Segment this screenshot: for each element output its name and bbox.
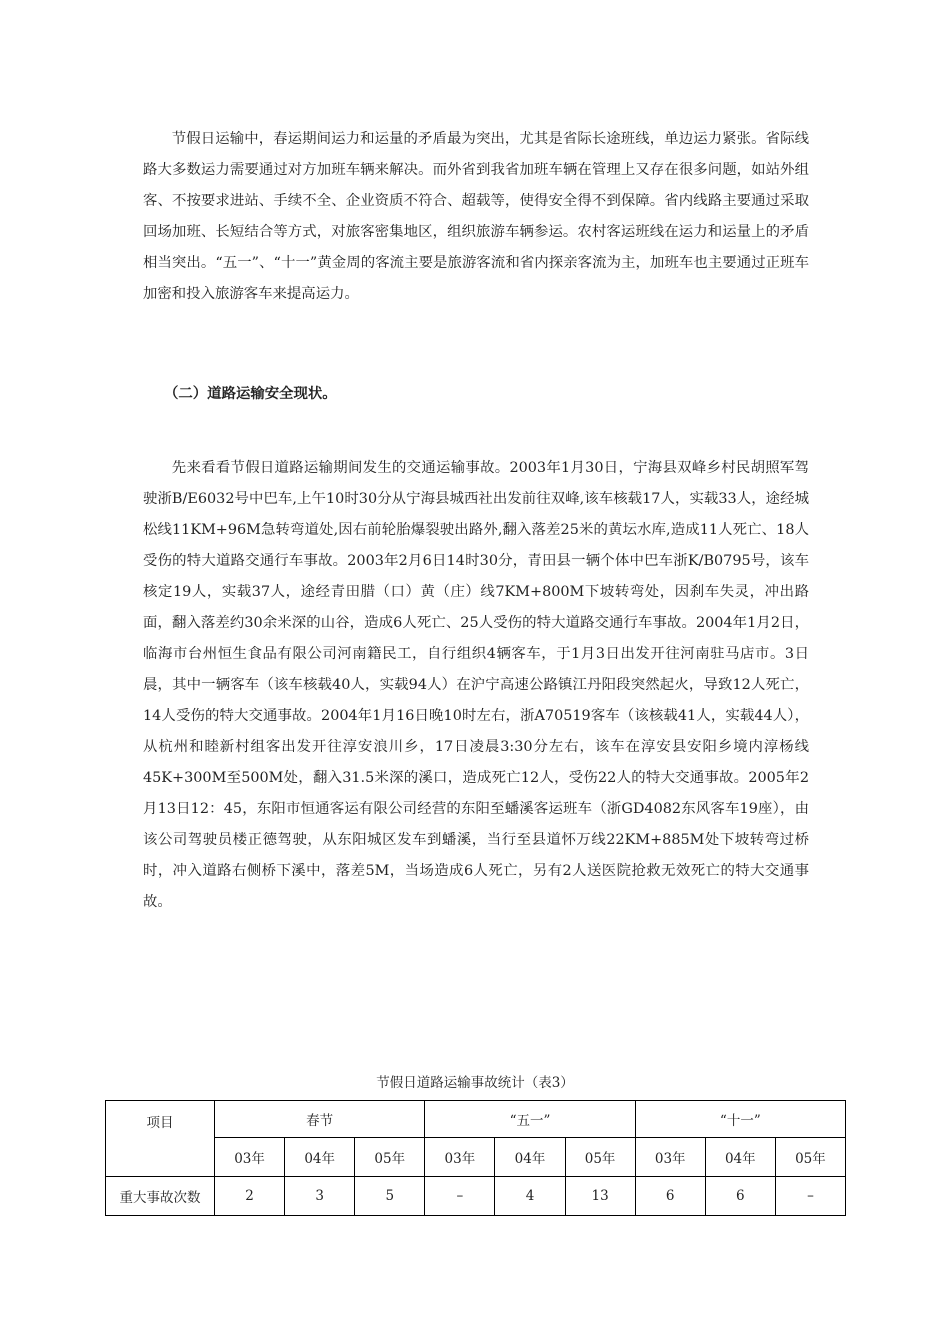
year-cell: 05年: [775, 1138, 845, 1177]
table-row: [106, 1177, 846, 1216]
section-heading: （二）道路运输安全现状。: [164, 385, 337, 402]
value-cell: 13: [565, 1177, 635, 1216]
group-header-national-day: “十一”: [635, 1101, 845, 1138]
year-cell: 04年: [285, 1138, 355, 1177]
year-cell: 03年: [425, 1138, 495, 1177]
value-cell: 5: [355, 1177, 425, 1216]
table-year-row: [106, 1138, 846, 1177]
year-cell: 04年: [495, 1138, 565, 1177]
value-cell: –: [775, 1177, 845, 1216]
item-header-cell: 项目: [106, 1101, 215, 1177]
group-header-may-day: “五一”: [425, 1101, 635, 1138]
table-caption: 节假日道路运输事故统计（表3）: [376, 1075, 574, 1091]
year-cell: 05年: [355, 1138, 425, 1177]
value-cell: 6: [705, 1177, 775, 1216]
value-cell: –: [425, 1177, 495, 1216]
year-cell: 03年: [635, 1138, 705, 1177]
year-cell: 04年: [705, 1138, 775, 1177]
row-label: 重大事故次数: [106, 1177, 215, 1216]
group-header-spring: 春节: [215, 1101, 425, 1138]
table-header-row: [106, 1101, 846, 1138]
value-cell: 2: [215, 1177, 285, 1216]
value-cell: 3: [285, 1177, 355, 1216]
year-cell: 05年: [565, 1138, 635, 1177]
year-cell: 03年: [215, 1138, 285, 1177]
value-cell: 6: [635, 1177, 705, 1216]
paragraph-spring-transport: 节假日运输中，春运期间运力和运量的矛盾最为突出，尤其是省际长途班线，单边运力紧张。省际线路大多数运力需要通过对方加班车辆来解决。而外省到我省加班车辆在管理上又存在很多问题，如站外组客、不按要求进站、手续不全、企业资质不符合、超载等，使得安全得不到保障。省内线路主要通过采取回场加班、长短结合等方式，对旅客密集地区，组织旅游车辆参运。农村客运班线在运力和运量上的矛盾相当突出。“五一”、“十一”黄金周的客流主要是旅游客流和省内探亲客流为主，加班车也主要通过正班车加密和投入旅游客车来提高运力。: [143, 131, 809, 302]
accident-statistics-table: [105, 1100, 846, 1216]
value-cell: 4: [495, 1177, 565, 1216]
paragraph-accidents: 先来看看节假日道路运输期间发生的交通运输事故。2003年1月30日，宁海县双峰乡村民胡照军驾驶浙B/E6032号中巴车,上午10时30分从宁海县城西社出发前往双峰,该车核载17人，实载33人，途经城松线11KM+96M急转弯道处,因右前轮胎爆裂驶出路外,翻入落差25米的黄坛水库,造成11人死亡、18人受伤的特大道路交通行车事故。2003年2月6日14时30分，青田县一辆个体中巴车浙K/B0795号，该车核定19人，实载37人，途经青田腊（口）黄（庄）线7KM+800M下坡转弯处，因刹车失灵，冲出路面，翻入落差约30余米深的山谷，造成6人死亡、25人受伤的特大道路交通行车事故。2004年1月2日，临海市台州恒生食品有限公司河南籍民工，自行组织4辆客车，于1月3日出发开往河南驻马店市。3日晨，其中一辆客车（该车核载40人，实载94人）在沪宁高速公路镇江丹阳段突然起火，导致12人死亡，14人受伤的特大交通事故。2004年1月16日晚10时左右，浙A70519客车（该核载41人，实载44人），从杭州和睦新村组客出发开往淳安浪川乡，17日凌晨3:30分左右，该车在淳安县安阳乡境内淳杨线45K+300M至500M处，翻入31.5米深的溪口，造成死亡12人，受伤22人的特大交通事故。2005年2月13日12：45，东阳市恒通客运有限公司经营的东阳至蟠溪客运班车（浙GD4082东风客车19座），由该公司驾驶员楼正德驾驶，从东阳城区发车到蟠溪，当行至县道怀万线22KM+885M处下坡转弯过桥时，冲入道路右侧桥下溪中，落差5M，当场造成6人死亡，另有2人送医院抢救无效死亡的特大交通事故。: [143, 460, 809, 910]
